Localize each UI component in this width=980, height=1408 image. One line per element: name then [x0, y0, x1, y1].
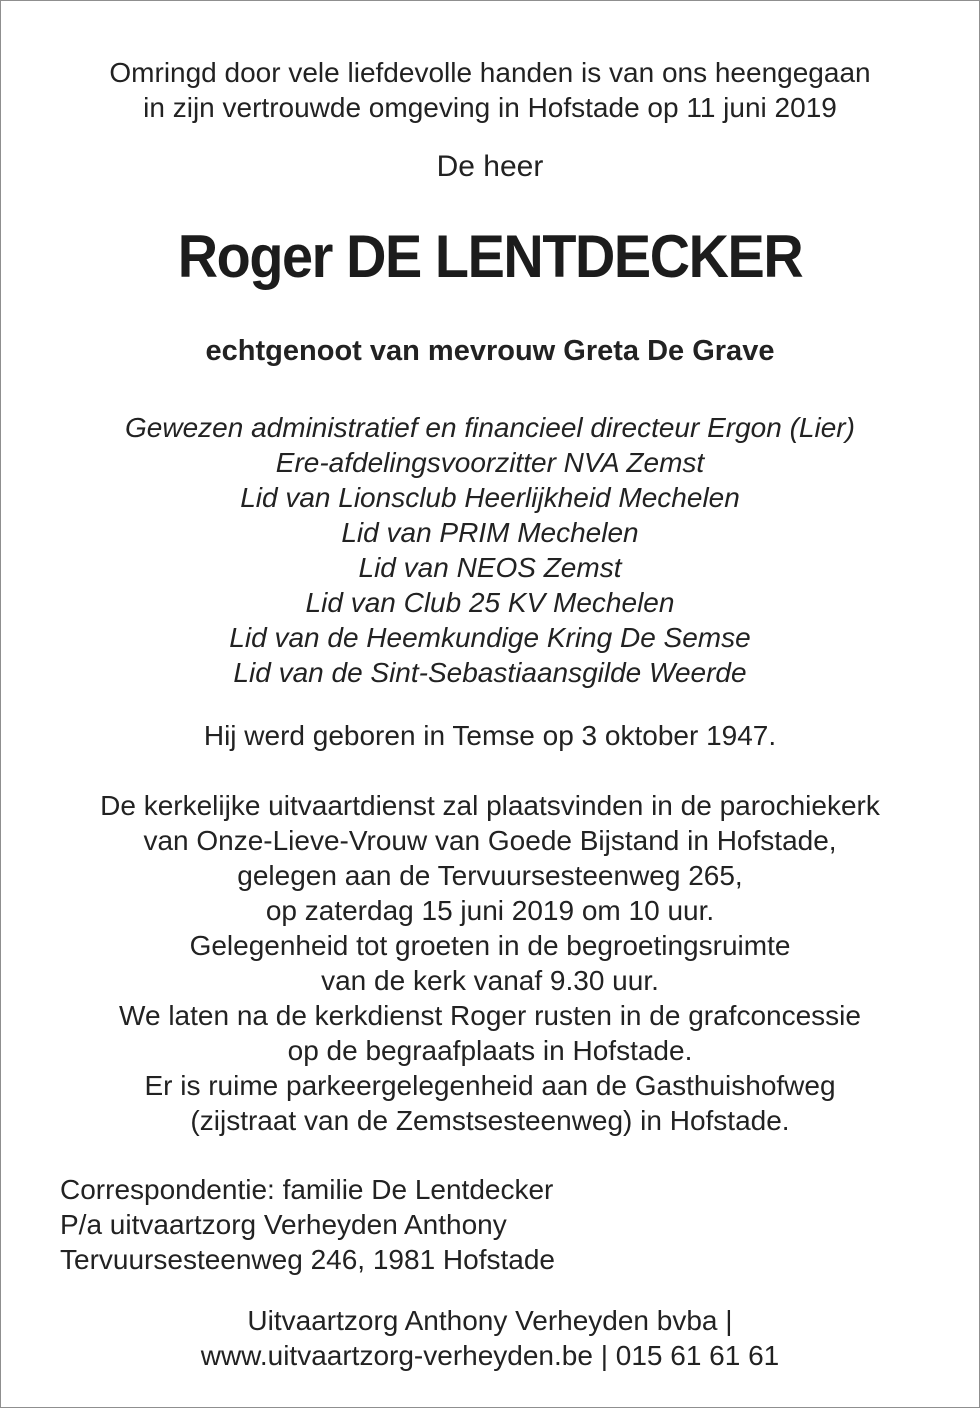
funeral-line: op zaterdag 15 juni 2019 om 10 uur. — [265, 895, 715, 926]
funeral-line: Gelegenheid tot groeten in de begroetingsruimte — [189, 930, 791, 961]
footer-contact-line: www.uitvaartzorg-verheyden.be | 015 61 61 61 — [200, 1340, 780, 1371]
correspondence-address — [60, 1172, 555, 1277]
footer-line: Uitvaartzorg Anthony Verheyden bvba | — [247, 1305, 733, 1336]
funeral-line: (zijstraat van de Zemstsesteenweg) in Hofstade. — [190, 1105, 790, 1136]
role-item: Lid van de Heemkundige Kring De Semse — [229, 622, 751, 653]
correspondence-line: Tervuursesteenweg 246, 1981 Hofstade — [60, 1244, 555, 1275]
intro-line: Omringd door vele liefdevolle handen is van ons heengegaan — [109, 57, 871, 88]
salutation: De heer — [436, 150, 544, 183]
role-item: Lid van PRIM Mechelen — [341, 517, 639, 548]
role-item: Lid van Lionsclub Heerlijkheid Mechelen — [240, 482, 740, 513]
funeral-line: van Onze-Lieve-Vrouw van Goede Bijstand in Hofstade, — [143, 825, 837, 856]
role-item: Ere-afdelingsvoorzitter NVA Zemst — [275, 447, 705, 478]
role-item: Lid van Club 25 KV Mechelen — [305, 587, 675, 618]
funeral-line: van de kerk vanaf 9.30 uur. — [321, 965, 659, 996]
spouse-line: echtgenoot van mevrouw Greta De Grave — [205, 335, 775, 367]
role-item: Lid van de Sint-Sebastiaansgilde Weerde — [233, 657, 747, 688]
funeral-info — [0, 788, 980, 1138]
funeral-line: gelegen aan de Tervuursesteenweg 265, — [237, 860, 743, 891]
roles-list — [0, 410, 980, 690]
funeral-line: We laten na de kerkdienst Roger rusten in de grafconcessie — [119, 1000, 861, 1031]
intro-line: in zijn vertrouwde omgeving in Hofstade op 11 juni 2019 — [143, 92, 837, 123]
correspondence-line: Correspondentie: familie De Lentdecker — [60, 1174, 554, 1205]
role-item: Gewezen administratief en financieel directeur Ergon (Lier) — [125, 412, 855, 443]
birth-info — [0, 718, 980, 753]
role-item: Lid van NEOS Zemst — [358, 552, 622, 583]
correspondence-line: P/a uitvaartzorg Verheyden Anthony — [60, 1209, 507, 1240]
deceased-name: Roger DE LENTDECKER — [177, 223, 803, 290]
intro-text — [0, 55, 980, 125]
funeral-line: op de begraafplaats in Hofstade. — [287, 1035, 693, 1066]
funeral-line: Er is ruime parkeergelegenheid aan de Gasthuishofweg — [144, 1070, 836, 1101]
funeral-home-footer — [0, 1303, 980, 1373]
funeral-line: De kerkelijke uitvaartdienst zal plaatsvinden in de parochiekerk — [100, 790, 880, 821]
birth-line: Hij werd geboren in Temse op 3 oktober 1947. — [203, 720, 777, 751]
